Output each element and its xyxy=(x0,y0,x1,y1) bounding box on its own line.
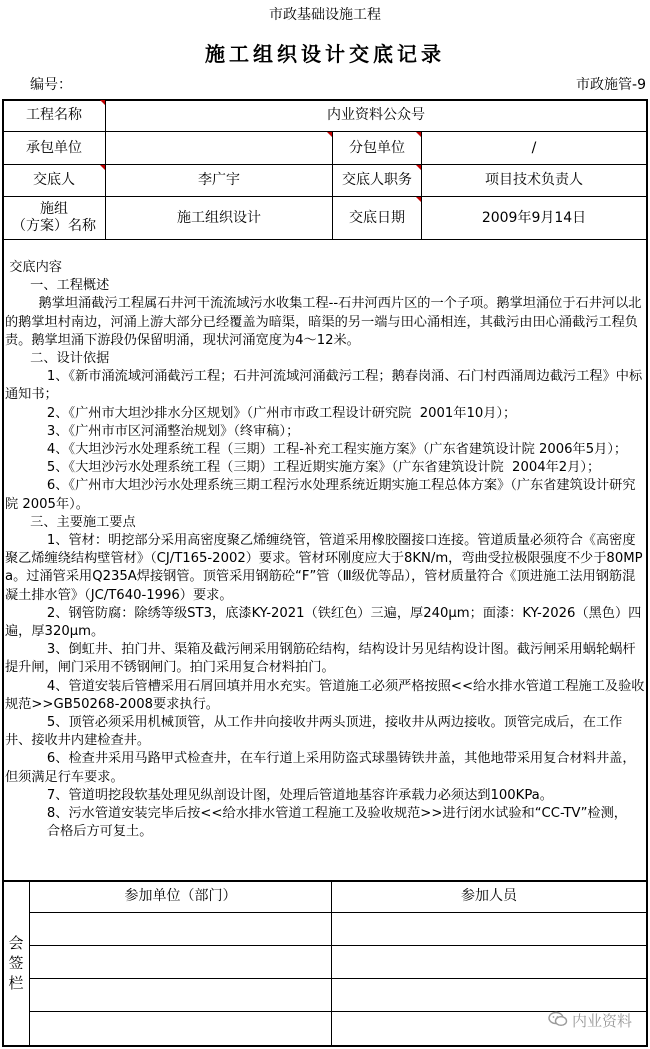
plan-name-label-line2: （方案）名称 xyxy=(12,218,96,234)
form-code: 市政施管-9 xyxy=(576,77,646,93)
plan-name-label xyxy=(3,197,105,239)
content-line: 交底内容 xyxy=(5,260,62,275)
plan-name-value: 施工组织设计 xyxy=(177,209,261,226)
content-line: 2、《广州市大坦沙排水分区规划》（广州市市政工程设计研究院 2001年10月）； xyxy=(5,405,517,421)
watermark xyxy=(548,1010,632,1031)
date-value: 2009年9月14日 xyxy=(481,209,587,226)
wechat-icon xyxy=(548,1011,568,1031)
content-line: 7、管道明挖段软基处理见纵剖设计图，处理后管道地基容许承载力必须达到100KPa。 xyxy=(5,787,553,803)
discloser-position-label: 交底人职务 xyxy=(342,172,412,188)
content-line: 8、污水管道安装完毕后按<<给水排水管道工程施工及验收规范>>进行闭水试验和“CC-TV”检测， xyxy=(5,806,627,822)
table-left-border xyxy=(2,99,4,1047)
row-divider xyxy=(3,239,648,240)
content-line: 4、管道安装后管槽采用石屑回填并用水充实。管道施工必须严格按照<<给水排水管道工程施工及验收规范>>GB50268-2008要求执行。 xyxy=(5,678,645,712)
project-name-value: 内业资料公众号 xyxy=(327,107,425,123)
content-line: 2、钢管防腐：除绣等级ST3，底漆KY-2021（铁红色）三遍，厚240μm；面漆：KY-2026（黑色）四遍，厚320μm。 xyxy=(5,605,642,640)
contractor-label: 承包单位 xyxy=(26,139,82,156)
content-line: 3、《广州市市区河涌整治规划》（终审稿）； xyxy=(5,423,300,439)
content-line: 3、倒虹井、拍门井、渠箱及截污闸采用钢筋砼结构，结构设计另见结构设计图。截污闸采用蜗轮蜗杆提升闸，闸门采用不锈钢闸门。拍门采用复合材料拍门。 xyxy=(5,642,636,676)
content-line: 1、《新市涌流域河涌截污工程；石井河流域河涌截污工程；鹅春岗涌、石门村西涌周边截污工程》中标通知书； xyxy=(5,369,643,403)
top-title: 市政基础设施工程 xyxy=(269,7,381,23)
plan-name-label-line1: 施组 xyxy=(40,201,68,217)
number-label: 编号： xyxy=(30,77,72,93)
discloser-value: 李广宇 xyxy=(198,172,240,188)
col-people-header: 参加人员 xyxy=(461,888,517,904)
page-title: 施工组织设计交底记录 xyxy=(205,42,445,66)
table-bottom-border xyxy=(2,1045,648,1047)
signoff-side-label xyxy=(3,933,29,993)
signoff-row xyxy=(30,978,647,979)
content-line: 6、《广州市大坦沙污水处理系统三期工程污水处理系统近期实施工程总体方案》（广东省建筑设计研究院 2005年）。 xyxy=(5,478,636,512)
content-line: 1、管材：明挖部分采用高密度聚乙烯缠绕管，管道采用橡胶圈接口连接。管道质量必须符合《高密度聚乙烯缠绕结构壁管材》（CJ/T165-2002）要求。管材环刚度应大于8KN/m，弯曲受拉极限强度不少于80MPa。过涌管采用Q235A焊接钢管。顶管采用钢筋砼“F”管（Ⅲ级优等品），管材质量符合《顶进施工法用钢筋混凝土排水管》（JC/T640-1996）要求。 xyxy=(5,533,643,603)
content-line: 二、设计依据 xyxy=(5,351,110,367)
project-name-label: 工程名称 xyxy=(26,107,82,123)
content-line: 5、《大坦沙污水处理系统工程（三期）工程近期实施方案》（广东省建筑设计院 2004年2月）； xyxy=(5,460,601,476)
content-line: 5、顶管必须采用机械顶管，从工作井向接收井两头顶进，接收井从两边接收。顶管完成后，在工作井、接收井内建检查井。 xyxy=(5,715,623,749)
col-unit-header: 参加单位（部门） xyxy=(124,888,237,904)
signoff-row xyxy=(30,912,647,913)
side-label-char: 签 xyxy=(8,954,24,972)
content-line: 合格后方可复土。 xyxy=(5,824,153,840)
subcontractor-value: / xyxy=(531,139,537,156)
side-label-char: 栏 xyxy=(8,974,24,992)
side-label-char: 会 xyxy=(8,934,24,952)
contractor-value xyxy=(106,132,332,164)
subcontractor-label: 分包单位 xyxy=(349,139,405,156)
disclosure-content xyxy=(5,259,645,881)
content-line: 一、工程概述 xyxy=(5,278,110,294)
content-line: 三、主要施工要点 xyxy=(5,514,136,530)
discloser-position-value: 项目技术负责人 xyxy=(485,172,583,188)
content-line: 4、《大坦沙污水处理系统工程（三期）工程-补充工程实施方案》（广东省建筑设计院 2006年5月）； xyxy=(5,442,628,458)
date-label: 交底日期 xyxy=(349,209,405,226)
watermark-text: 内业资料 xyxy=(571,1012,632,1030)
discloser-label: 交底人 xyxy=(33,172,75,188)
table-right-border xyxy=(646,99,648,1047)
content-line: 鹅掌坦涌截污工程属石井河干流流域污水收集工程--石井河西片区的一个子项。鹅掌坦涌位于石井河以北的鹅掌坦村南边，河涌上游大部分已经覆盖为暗渠，暗渠的另一端与田心涌相连，其截污由田心涌截污工程负责。鹅掌坦涌下游段仍保留明涌，现状河涌宽度为4～12米。 xyxy=(5,296,642,348)
content-line: 6、检查井采用马路甲式检查井，在车行道上采用防盗式球墨铸铁井盖，其他地带采用复合材料井盖，但须满足行车要求。 xyxy=(5,751,636,785)
signoff-row xyxy=(30,945,647,946)
